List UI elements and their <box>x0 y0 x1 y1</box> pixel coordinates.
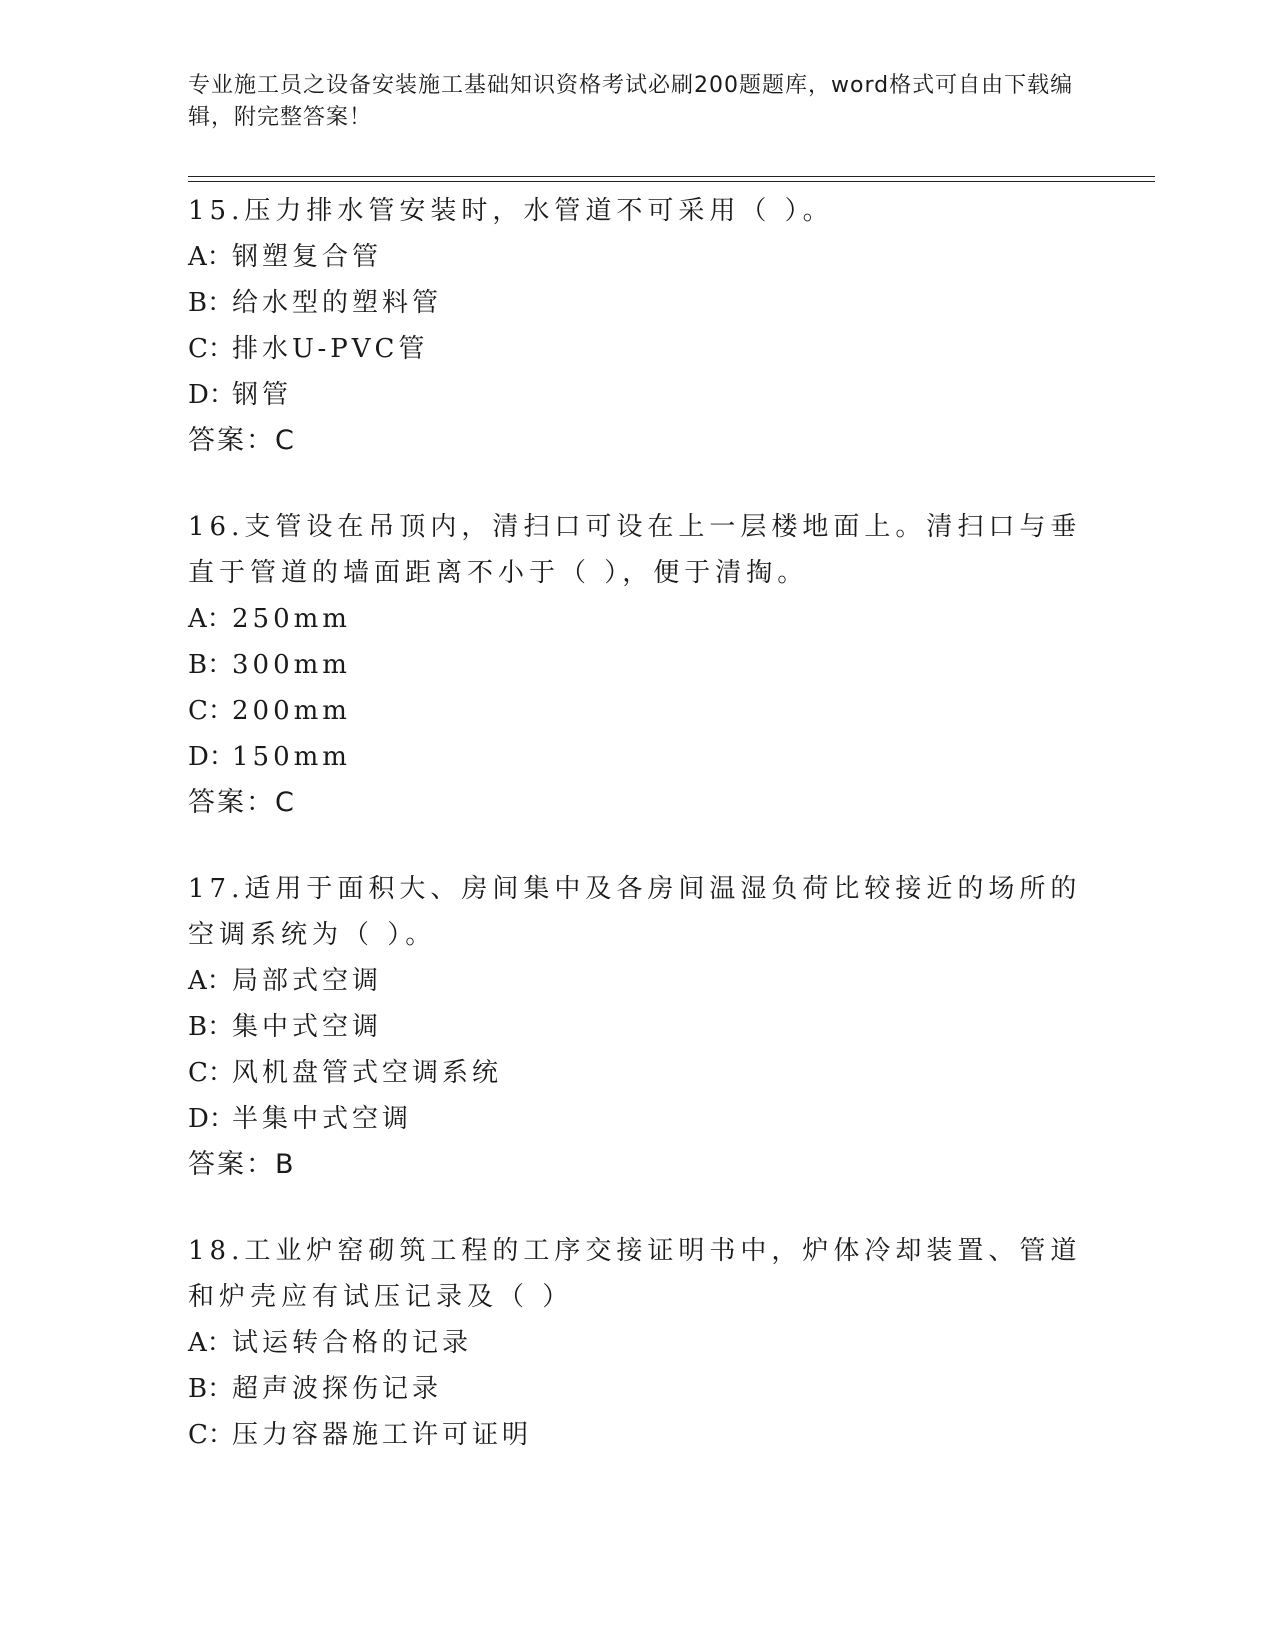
answer: 答案：C <box>188 787 296 818</box>
option-letter: A： <box>188 966 233 996</box>
option-letter: B： <box>188 288 234 318</box>
option-text: 300mm <box>232 650 351 680</box>
question-stem: 18.工业炉窑砌筑工程的工序交接证明书中，炉体冷却装置、管道和炉壳应有试压记录及（ ） <box>188 1236 1082 1312</box>
option-letter: B： <box>188 1012 234 1042</box>
option-letter: A： <box>188 604 233 634</box>
option-c <box>188 688 1088 734</box>
option-text: 半集中式空调 <box>232 1104 413 1134</box>
question-15 <box>188 188 1088 464</box>
option-text: 给水型的塑料管 <box>232 288 443 318</box>
question-stem: 16.支管设在吊顶内，清扫口可设在上一层楼地面上。清扫口与垂直于管道的墙面距离不小于（ ），便于清掏。 <box>188 512 1082 588</box>
header-divider-top <box>188 176 1155 177</box>
option-text: 局部式空调 <box>232 966 383 996</box>
option-a <box>188 958 1088 1004</box>
answer: 答案：C <box>188 425 296 456</box>
option-letter: A： <box>188 242 233 272</box>
question-stem: 15.压力排水管安装时，水管道不可采用（ ）。 <box>188 196 834 226</box>
question-16 <box>188 504 1088 826</box>
option-letter: D： <box>188 1104 235 1134</box>
document-header <box>188 70 1088 134</box>
option-text: 150mm <box>232 742 351 772</box>
option-b <box>188 280 1088 326</box>
header-divider-bottom <box>188 181 1155 182</box>
question-18 <box>188 1228 1088 1458</box>
option-text: 排水U-PVC管 <box>232 334 429 364</box>
option-text: 超声波探伤记录 <box>232 1374 443 1404</box>
option-text: 集中式空调 <box>232 1012 383 1042</box>
option-text: 风机盘管式空调系统 <box>232 1058 503 1088</box>
option-d <box>188 734 1088 780</box>
option-letter: C： <box>188 1420 234 1450</box>
option-b <box>188 642 1088 688</box>
option-c <box>188 1050 1088 1096</box>
option-text: 200mm <box>232 696 351 726</box>
option-letter: C： <box>188 1058 234 1088</box>
answer: 答案：B <box>188 1149 296 1180</box>
option-letter: B： <box>188 1374 234 1404</box>
option-c <box>188 1412 1088 1458</box>
option-a <box>188 234 1088 280</box>
option-text: 试运转合格的记录 <box>232 1328 473 1358</box>
option-text: 钢管 <box>232 380 293 410</box>
option-letter: D： <box>188 742 235 772</box>
option-letter: B： <box>188 650 234 680</box>
option-b <box>188 1366 1088 1412</box>
question-list <box>188 188 1088 1498</box>
option-text: 压力容器施工许可证明 <box>232 1420 533 1450</box>
option-d <box>188 1096 1088 1142</box>
option-d <box>188 372 1088 418</box>
option-letter: D： <box>188 380 235 410</box>
question-stem: 17.适用于面积大、房间集中及各房间温湿负荷比较接近的场所的空调系统为（ ）。 <box>188 874 1082 950</box>
option-text: 钢塑复合管 <box>232 242 383 272</box>
option-letter: C： <box>188 334 234 364</box>
question-17 <box>188 866 1088 1188</box>
option-text: 250mm <box>232 604 351 634</box>
option-c <box>188 326 1088 372</box>
option-a <box>188 596 1088 642</box>
option-b <box>188 1004 1088 1050</box>
option-letter: A： <box>188 1328 233 1358</box>
header-title: 专业施工员之设备安装施工基础知识资格考试必刷200题题库，word格式可自由下载编辑，附完整答案！ <box>188 73 1074 130</box>
option-letter: C： <box>188 696 234 726</box>
option-a <box>188 1320 1088 1366</box>
